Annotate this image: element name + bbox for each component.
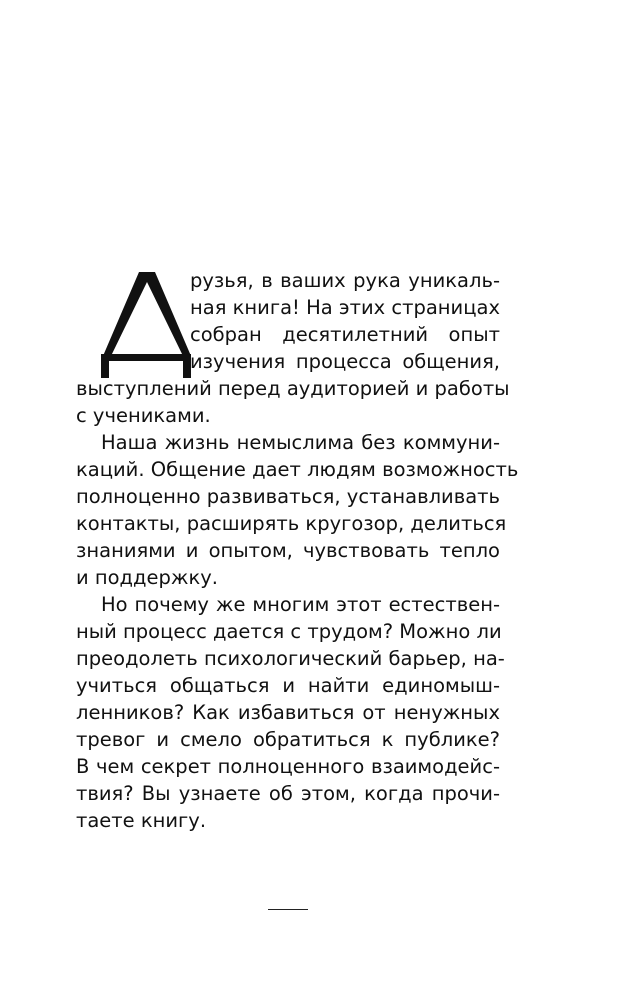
paragraph-3-line-3: преодолеть психологический барьер, на- [76,647,505,670]
paragraph-1-line-5: выступлений перед аудиторией и работы [76,377,510,400]
paragraph-3-line-1: Но почему же многим этот естествен- [101,593,500,616]
paragraph-2-line-2: каций. Общение дает людям возможность [76,458,519,481]
paragraph-3-line-7: В чем секрет полноценного взаимодейс- [76,755,500,778]
paragraph-1-line-3: собран десятилетний опыт [190,323,500,346]
paragraph-2-line-4: контакты, расширять кругозор, делиться [76,512,507,535]
paragraph-3-line-6: тревог и смело обратиться к публике? [76,728,500,751]
paragraph-3-line-4: учиться общаться и найти единомыш- [76,674,500,697]
drop-cap-letter [97,270,195,382]
paragraph-1-line-6: с учениками. [76,404,211,427]
drop-cap-glyph [97,270,195,382]
paragraph-1-line-4: изучения процесса общения, [190,350,500,373]
paragraph-1-line-1: рузья, в ваших рука уникаль- [190,269,500,292]
paragraph-2-line-6: и поддержку. [76,566,218,589]
paragraph-3-line-5: ленников? Как избавиться от ненужных [76,701,500,724]
paragraph-2-line-1: Наша жизнь немыслима без коммуни- [101,431,500,454]
footer-divider [268,909,308,910]
paragraph-1-line-2: ная книга! На этих страницах [190,296,500,319]
paragraph-2-line-5: знаниями и опытом, чувствовать тепло [76,539,500,562]
paragraph-3-line-8: твия? Вы узнаете об этом, когда прочи- [76,782,500,805]
paragraph-3-line-2: ный процесс дается с трудом? Можно ли [76,620,502,643]
paragraph-3-line-9: таете книгу. [76,809,207,832]
paragraph-2-line-3: полноценно развиваться, устанавливать [76,485,500,508]
